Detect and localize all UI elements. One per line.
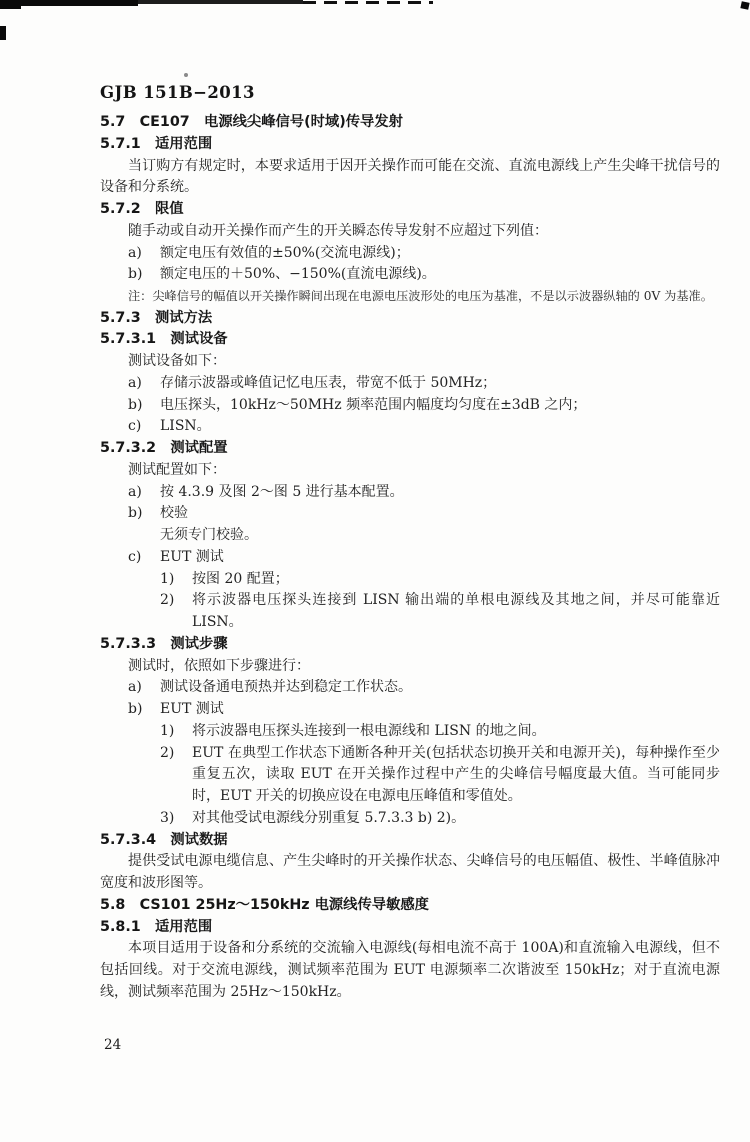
- text-content: 5.7.3.4 测试数据: [100, 831, 228, 848]
- text-content: EUT 测试: [160, 701, 224, 717]
- text-line: [100, 699, 720, 721]
- text-content: 将示波器电压探头连接到 LISN 输出端的单根电源线及其地之间，并尽可能靠近 LISN。: [192, 592, 720, 630]
- list-item-label: 1): [160, 722, 175, 739]
- text-content: 电压探头，10kHz～50MHz 频率范围内幅度均匀度在±3dB 之内；: [160, 396, 587, 413]
- text-content: 5.7.3.2 测试配置: [100, 440, 228, 456]
- text-content: LISN。: [160, 418, 211, 435]
- section-heading: [100, 917, 720, 939]
- scan-artifact-speck: [184, 73, 188, 77]
- text-content: 5.7.3.1 测试设备: [100, 331, 228, 348]
- list-item-label: c): [128, 548, 142, 565]
- text-content: 随手动或自动开关操作而产生的开关瞬态传导发射不应超过下列值：: [128, 222, 548, 239]
- text-content: 测试设备通电预热并达到稳定工作状态。: [160, 679, 412, 696]
- text-content: 对其他受试电源线分别重复 5.7.3.3 b) 2)。: [192, 809, 466, 826]
- text-content: 5.8 CS101 25Hz～150kHz 电源线传导敏感度: [100, 896, 429, 913]
- text-content: 无须专门校验。: [160, 527, 258, 543]
- text-content: 额定电压的＋50%、−150%(直流电源线)。: [160, 266, 436, 283]
- text-line: [100, 503, 720, 525]
- text-content: 额定电压有效值的±50%(交流电源线)；: [160, 244, 410, 261]
- text-content: 5.7.3.3 测试步骤: [100, 635, 228, 652]
- section-heading: [100, 112, 720, 134]
- list-item-label: a): [128, 374, 142, 391]
- text-content: EUT 测试: [160, 548, 224, 565]
- scan-artifact-top-strip: [303, 1, 433, 4]
- text-line: [100, 373, 720, 395]
- section-heading: [100, 895, 720, 917]
- text-line: [100, 721, 720, 743]
- text-content: 提供受试电源电缆信息、产生尖峰时的开关操作状态、尖峰信号的电压幅值、极性、半峰值脉冲宽度和波形图等。: [100, 853, 720, 891]
- text-content: 5.7.2 限值: [100, 201, 184, 217]
- text-line: [100, 851, 720, 895]
- text-content: 校验: [160, 505, 188, 522]
- text-line: [100, 287, 720, 306]
- text-line: [100, 264, 720, 286]
- document-body: [100, 112, 720, 1004]
- text-content: 将示波器电压探头连接到一根电源线和 LISN 的地之间。: [192, 722, 546, 739]
- text-content: 按图 20 配置；: [192, 570, 289, 587]
- page-number: 24: [104, 1037, 122, 1053]
- text-line: [100, 416, 720, 438]
- list-item-label: 2): [160, 744, 175, 761]
- list-item-label: a): [128, 483, 142, 500]
- text-line: [100, 656, 720, 678]
- scan-artifact-corner-mark: [0, 0, 21, 9]
- text-line: [100, 677, 720, 699]
- section-heading: [100, 199, 720, 221]
- text-line: [100, 743, 720, 808]
- scan-artifact-edge-mark: [0, 26, 6, 40]
- text-line: [100, 351, 720, 373]
- text-content: 测试配置如下：: [128, 461, 226, 478]
- text-line: [100, 395, 720, 417]
- text-line: [100, 938, 720, 1003]
- text-content: 测试时，依照如下步骤进行：: [128, 657, 310, 674]
- text-content: 5.7.3 测试方法: [100, 309, 213, 326]
- section-heading: [100, 329, 720, 351]
- text-line: [100, 525, 720, 547]
- list-item-label: a): [128, 679, 142, 696]
- text-line: [100, 547, 720, 569]
- section-heading: [100, 134, 720, 156]
- scan-artifact-top-strip: [138, 0, 303, 4]
- scan-artifact-corner-speck: [740, 1, 749, 10]
- text-line: [100, 482, 720, 504]
- section-heading: [100, 438, 720, 460]
- list-item-label: c): [128, 418, 142, 435]
- text-content: 5.7 CE107 电源线尖峰信号(时域)传导发射: [100, 114, 403, 130]
- text-content: 当订购方有规定时，本要求适用于因开关操作而可能在交流、直流电源线上产生尖峰干扰信号的设备和分系统。: [100, 157, 720, 196]
- list-item-label: b): [128, 505, 143, 522]
- text-content: 5.7.1 适用范围: [100, 135, 213, 152]
- list-item-label: 1): [160, 570, 175, 587]
- section-heading: [100, 308, 720, 330]
- text-content: 存储示波器或峰值记忆电压表，带宽不低于 50MHz；: [160, 374, 497, 391]
- text-line: [100, 460, 720, 482]
- text-line: [100, 808, 720, 830]
- text-line: [100, 590, 720, 634]
- list-item-label: 2): [160, 592, 175, 609]
- text-line: [100, 156, 720, 200]
- text-content: 注：尖峰信号的幅值以开关操作瞬间出现在电源电压波形处的电压为基准，不是以示波器纵轴的 0V 为基准。: [128, 289, 713, 303]
- text-content: 按 4.3.9 及图 2～图 5 进行基本配置。: [160, 483, 404, 500]
- section-heading: [100, 830, 720, 852]
- document-number: GJB 151B−2013: [100, 83, 255, 102]
- list-item-label: b): [128, 701, 143, 717]
- text-content: 本项目适用于设备和分系统的交流输入电源线(每相电流不高于 100A)和直流输入电源线，但不包括回线。对于交流电源线，测试频率范围为 EUT 电源频率二次谐波至 150kHz；对于直流电源线，测试频率范围为 25Hz～150kHz。: [100, 940, 720, 1000]
- text-line: [100, 243, 720, 265]
- list-item-label: b): [128, 396, 143, 413]
- text-content: 测试设备如下：: [128, 353, 226, 369]
- list-item-label: 3): [160, 809, 175, 826]
- list-item-label: b): [128, 266, 143, 283]
- section-heading: [100, 634, 720, 656]
- text-content: 5.8.1 适用范围: [100, 918, 213, 935]
- list-item-label: a): [128, 244, 142, 261]
- text-line: [100, 221, 720, 243]
- text-content: EUT 在典型工作状态下通断各种开关(包括状态切换开关和电源开关)，每种操作至少重复五次，读取 EUT 在开关操作过程中产生的尖峰信号幅度最大值。当可能同步时，EUT 开关的切换应设在电源电压峰值和零值处。: [192, 744, 720, 804]
- text-line: [100, 569, 720, 591]
